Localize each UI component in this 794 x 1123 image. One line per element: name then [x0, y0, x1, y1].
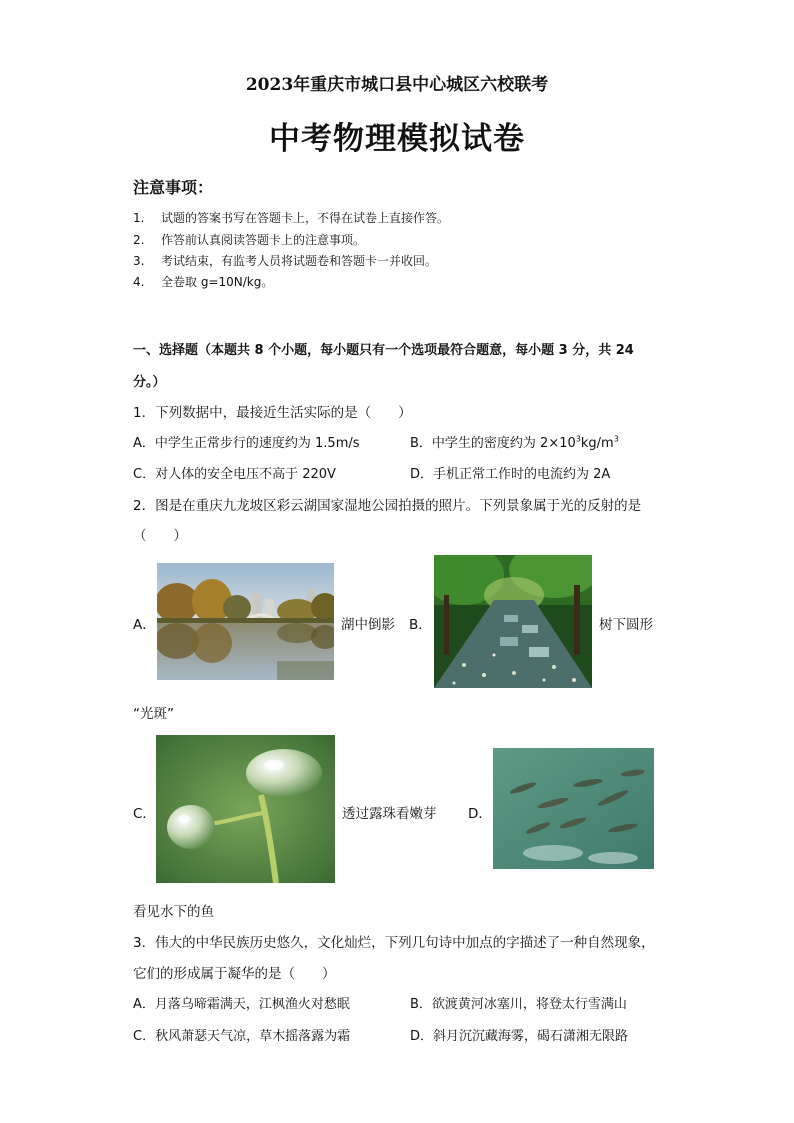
notice-item — [133, 252, 437, 269]
notice-item-text: 考试结束，有监考人员将试题卷和答题卡一并收回。 — [161, 254, 438, 268]
q2-option-a-caption: 湖中倒影 — [341, 617, 395, 633]
q2-option-d-label: D． — [468, 806, 492, 822]
lake-reflection-photo — [157, 563, 334, 680]
q2-option-a-label: A． — [133, 617, 156, 633]
question-1-stem: 1．下列数据中，最接近生活实际的是（ ） — [133, 405, 412, 421]
notice-item-text: 全卷取 g=10N/kg。 — [161, 275, 274, 289]
q1-b-exponent: 3 — [575, 434, 581, 444]
question-1-option-c: C．对人体的安全电压不高于 220V — [133, 467, 336, 482]
q1-b-unit: kg/m — [580, 436, 614, 451]
notice-item — [133, 273, 273, 290]
dewdrop-sprout-image — [156, 735, 335, 883]
section-heading: 一、选择题（本题共 8 个小题，每小题只有一个选项最符合题意，每小题 3 分，共 24 — [133, 343, 634, 358]
question-1-option-d: D．手机正常工作时的电流约为 2A — [410, 467, 611, 482]
question-2-stem-cont: （ ） — [133, 528, 187, 544]
section-heading-cont: 分。） — [133, 375, 166, 390]
q2-option-c-caption: 透过露珠看嫩芽 — [342, 806, 437, 822]
exam-title: 中考物理模拟试卷 — [269, 121, 525, 157]
underwater-fish-photo — [493, 748, 654, 869]
notice-item-number: 2. — [133, 233, 145, 247]
forest-path-image — [434, 555, 592, 688]
question-3-stem: 3．伟大的中华民族历史悠久，文化灿烂，下列几句诗中加点的字描述了一种自然现象， — [133, 935, 655, 951]
q2-option-d-caption: 看见水下的鱼 — [133, 904, 214, 920]
question-3-option-c: C．秋风萧瑟天气凉，草木摇落露为霜 — [133, 1029, 351, 1044]
question-3-option-d: D．斜月沉沉藏海雾，碣石潇湘无限路 — [410, 1029, 629, 1044]
q1-b-unit-exponent: 3 — [613, 434, 619, 444]
q2-option-b-caption: 树下圆形 — [599, 617, 653, 633]
q1-b-text: B．中学生的密度约为 2×10 — [410, 436, 576, 451]
q2-option-c-label: C． — [133, 806, 156, 822]
forest-path-photo — [434, 555, 592, 688]
dewdrop-sprout-photo — [156, 735, 335, 883]
question-1-option-a: A．中学生正常步行的速度约为 1.5m/s — [133, 436, 360, 451]
q2-option-b-caption-cont: “光斑” — [133, 706, 174, 722]
notice-item — [133, 231, 365, 248]
notice-heading: 注意事项： — [133, 178, 214, 197]
question-3-stem-cont: 它们的形成属于凝华的是（ ） — [133, 966, 336, 982]
notice-item-text: 作答前认真阅读答题卡上的注意事项。 — [161, 233, 366, 247]
notice-item-number: 4. — [133, 275, 145, 289]
underwater-fish-image — [493, 748, 654, 869]
notice-item-text: 试题的答案书写在答题卡上，不得在试卷上直接作答。 — [161, 211, 450, 225]
exam-subtitle: 2023年重庆市城口县中心城区六校联考 — [245, 75, 549, 95]
notice-item-number: 3. — [133, 254, 145, 268]
question-2-stem: 2．图是在重庆九龙坡区彩云湖国家湿地公园拍摄的照片。下列景象属于光的反射的是 — [133, 498, 642, 514]
notice-item — [133, 209, 449, 226]
q2-option-b-label: B． — [409, 617, 432, 633]
question-1-option-b — [410, 432, 619, 451]
question-3-option-a: A．月落乌啼霜满天，江枫渔火对愁眠 — [133, 997, 350, 1012]
lake-reflection-image — [157, 563, 334, 680]
notice-item-number: 1. — [133, 211, 145, 225]
question-3-option-b: B．欲渡黄河冰塞川，将登太行雪满山 — [410, 997, 627, 1012]
